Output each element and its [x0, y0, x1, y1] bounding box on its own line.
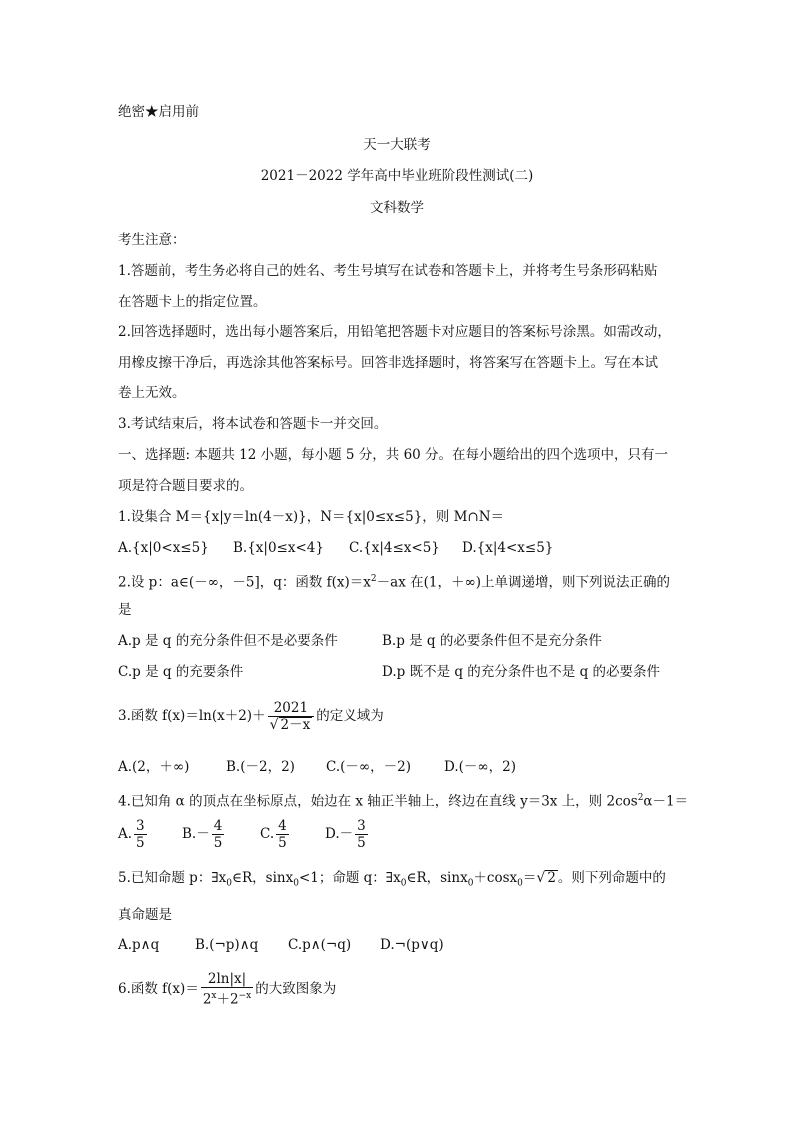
question-4-option-c — [260, 814, 291, 854]
question-4-option-a-fraction — [134, 818, 147, 851]
question-5-text: ∈R，sinx — [406, 870, 468, 886]
question-5-text: 。则下列命题中的 — [557, 870, 666, 886]
question-3-option-d: D.(－∞，2) — [444, 759, 517, 775]
question-4-exponent: 2 — [637, 793, 644, 803]
question-6-fraction-denominator — [201, 988, 253, 1008]
question-6-fraction-numerator: 2ln|x| — [201, 971, 253, 988]
question-2-stem — [118, 569, 670, 593]
denominator-exponent: −x — [238, 991, 252, 1002]
exam-subject: 文科数学 — [370, 200, 424, 216]
fraction-numerator: 4 — [213, 818, 223, 834]
question-2-option-a: A.p 是 q 的充分条件但不是必要条件 — [118, 633, 338, 649]
question-3-stem-post: 的定义域为 — [316, 708, 384, 724]
secret-label: 绝密★启用前 — [118, 104, 199, 120]
question-4-option-b-fraction — [212, 818, 225, 851]
question-4-option-d-fraction — [355, 818, 368, 851]
question-3-fraction-denominator — [268, 717, 315, 733]
question-5-text: ＝ — [522, 870, 537, 886]
question-2-option-d: D.p 既不是 q 的充分条件也不是 q 的必要条件 — [382, 664, 661, 680]
question-2-stem-pre: 2.设 p：a∈(－∞，－5]，q：函数 f(x)＝x — [118, 574, 371, 591]
question-5-text: ＋cosx — [473, 870, 518, 886]
question-4-stem — [118, 788, 688, 812]
question-5-option-d: D.¬(p∨q) — [380, 937, 444, 953]
question-2-stem-line-2: 是 — [118, 602, 132, 618]
question-5-text: 5.已知命题 p：∃x — [118, 870, 227, 886]
fraction-denominator: 5 — [213, 835, 223, 851]
section-heading-line-2: 项是符合题目要求的。 — [118, 478, 253, 494]
question-4-option-d — [325, 814, 370, 854]
fraction-denominator: 5 — [136, 835, 145, 851]
notice-item-2-line-3: 卷上无效。 — [118, 385, 186, 401]
question-5-option-a: A.p∧q — [118, 937, 160, 953]
question-5-text: <1；命题 q：∃x — [298, 870, 401, 886]
question-5-option-c: C.p∧(¬q) — [288, 937, 352, 953]
denominator-base: 2 — [202, 991, 212, 1008]
question-5-stem — [118, 868, 666, 894]
notice-item-2-line-2: 用橡皮擦干净后，再选涂其他答案标号。回答非选择题时，将答案写在答题卡上。写在本试 — [118, 355, 658, 371]
question-4-stem-pre: 4.已知角 α 的顶点在坐标原点，始边在 x 轴正半轴上，终边在直线 y＝3x 上，则 2cos — [118, 793, 638, 810]
question-5-stem-line-2: 真命题是 — [118, 907, 172, 923]
question-6-stem-pre: 6.函数 f(x)＝ — [118, 981, 199, 997]
question-3-radicand: 2－x — [280, 717, 311, 733]
question-4-option-c-fraction — [276, 818, 289, 851]
fraction-numerator: 3 — [136, 818, 145, 834]
question-3-option-b: B.(－2，2) — [226, 759, 295, 775]
subscript: 0 — [293, 878, 299, 889]
notice-item-1-line-1: 1.答题前，考生务必将自己的姓名、考生号填写在试卷和答题卡上，并将考生号条形码粘贴 — [118, 263, 658, 279]
question-3-fraction-numerator: 2021 — [268, 700, 315, 717]
question-5-option-b: B.(¬p)∧q — [195, 937, 259, 953]
question-3-fraction — [268, 700, 315, 733]
sqrt-symbol: √ — [536, 870, 546, 886]
question-2-option-c: C.p 是 q 的充要条件 — [118, 664, 244, 680]
notice-item-3: 3.考试结束后，将本试卷和答题卡一并交回。 — [118, 416, 388, 432]
fraction-denominator: 5 — [357, 835, 366, 851]
sqrt-symbol: √ — [269, 717, 279, 733]
subscript: 0 — [226, 878, 232, 889]
question-4-stem-post: α－1＝ — [643, 793, 689, 810]
notice-item-1-line-2: 在答题卡上的指定位置。 — [118, 294, 267, 310]
question-5-radicand: 2 — [547, 870, 556, 886]
question-4-option-d-label: D.－ — [325, 826, 354, 842]
section-heading-line-1: 一、选择题: 本题共 12 小题，每小题 5 分，共 60 分。在每小题给出的四个选项中，只有一 — [118, 447, 669, 463]
exam-title: 2021－2022 学年高中毕业班阶段性测试(二) — [260, 168, 534, 184]
question-4-option-a — [118, 814, 149, 854]
question-4-option-b — [182, 814, 226, 854]
subscript: 0 — [517, 878, 523, 889]
question-2-exponent: 2 — [370, 574, 377, 584]
question-3-option-a: A.(2，＋∞) — [118, 759, 190, 775]
question-1-stem: 1.设集合 M＝{x|y＝ln(4－x)}，N＝{x|0≤x≤5}，则 M∩N＝ — [118, 509, 505, 525]
subscript: 0 — [467, 878, 474, 889]
question-6-fraction — [201, 971, 253, 1008]
question-4-option-a-label: A. — [118, 826, 133, 842]
fraction-numerator: 4 — [278, 818, 287, 834]
question-1-option-a: A.{x|0<x≤5} — [118, 540, 209, 556]
question-1-option-b: B.{x|0≤x<4} — [233, 540, 324, 556]
fraction-denominator: 5 — [278, 835, 287, 851]
notice-title: 考生注意： — [118, 232, 186, 248]
question-2-option-b: B.p 是 q 的必要条件但不是充分条件 — [382, 633, 602, 649]
question-6-stem-post: 的大致图象为 — [255, 981, 337, 997]
denominator-exponent: x — [211, 991, 217, 1002]
question-1-option-d: D.{x|4<x≤5} — [462, 540, 554, 556]
question-3-stem — [118, 696, 384, 736]
question-3-option-c: C.(－∞，－2) — [326, 759, 412, 775]
fraction-numerator: 3 — [357, 818, 366, 834]
question-2-stem-post: －ax 在(1，＋∞)上单调递增，则下列说法正确的 — [376, 574, 670, 591]
question-4-option-c-label: C. — [260, 826, 275, 842]
subscript: 0 — [400, 878, 407, 889]
question-4-option-b-label: B.－ — [182, 826, 210, 842]
question-1-option-c: C.{x|4≤x<5} — [349, 540, 440, 556]
question-6-stem — [118, 969, 336, 1009]
exam-org: 天一大联考 — [363, 137, 431, 153]
question-3-stem-pre: 3.函数 f(x)＝ln(x＋2)＋ — [118, 708, 266, 724]
denominator-base: ＋2 — [216, 991, 239, 1008]
question-5-text: ∈R，sinx — [232, 870, 294, 886]
notice-item-2-line-1: 2.回答选择题时，选出每小题答案后，用铅笔把答题卡对应题目的答案标号涂黑。如需改动， — [118, 324, 671, 340]
